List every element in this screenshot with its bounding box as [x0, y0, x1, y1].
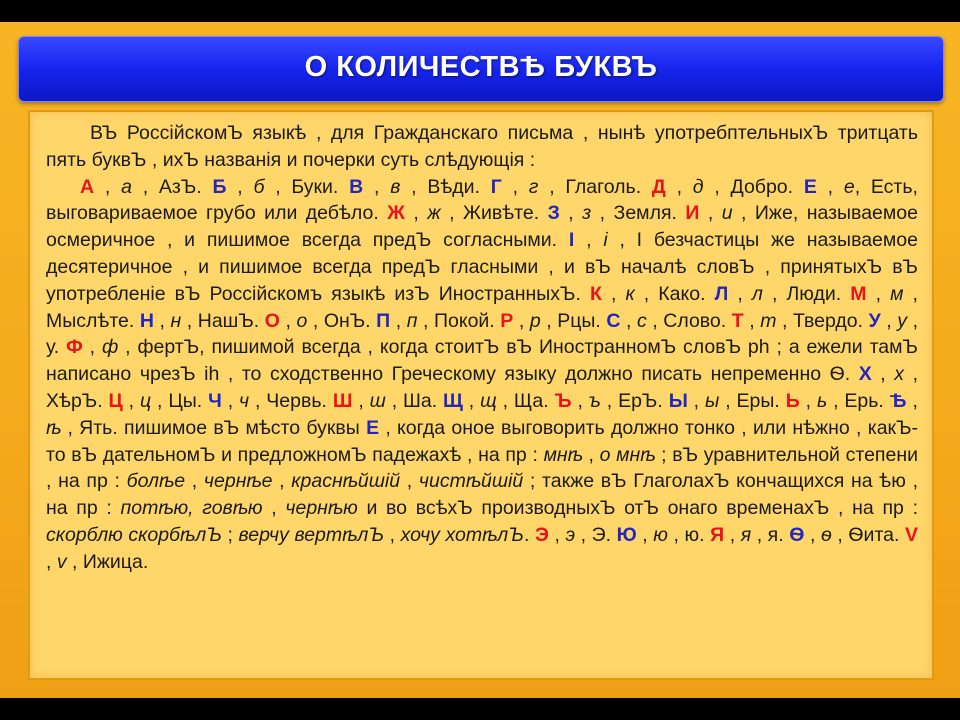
letter-italic: чернѣю	[285, 497, 358, 520]
text-segment: ,	[352, 389, 370, 412]
text-segment: , Червь.	[249, 389, 333, 412]
text-segment: ,	[571, 389, 589, 412]
text-segment: ,	[46, 550, 57, 573]
text-segment: ,	[384, 523, 401, 546]
text-segment: ,	[906, 389, 918, 412]
letter-italic: ѳ	[820, 523, 832, 546]
letter-italic: щ	[480, 389, 497, 412]
letter-italic: болѣе	[126, 470, 186, 493]
text-segment: , Вѣди.	[400, 175, 491, 198]
letter-italic: э	[565, 523, 576, 546]
text-segment: ,	[728, 282, 752, 305]
letter-capital-red: Я	[710, 523, 725, 546]
text-segment: , Твердо.	[776, 309, 869, 332]
letter-italic: х	[894, 363, 905, 386]
letter-italic: ф	[101, 336, 119, 359]
letter-capital-blue: І	[568, 229, 575, 252]
letter-italic: н	[170, 309, 182, 332]
letter-italic: ъ	[588, 389, 601, 412]
text-segment: , ХѣрЪ.	[46, 363, 918, 412]
letter-capital-blue: З	[547, 202, 560, 225]
letter-capital-blue: Н	[139, 309, 154, 332]
letter-italic: м	[890, 282, 904, 305]
letter-italic: мнѣ	[543, 443, 583, 466]
text-segment: , ОнЪ.	[307, 309, 377, 332]
letter-capital-blue: Л	[714, 282, 729, 305]
letter-capital-blue: С	[606, 309, 621, 332]
letter-capital-red: Р	[500, 309, 514, 332]
paragraph-alphabet	[46, 174, 918, 576]
letter-italic: ю	[653, 523, 668, 546]
letter-capital-blue: Ы	[668, 389, 688, 412]
text-segment: , фертЪ, пишимой всегда , когда стоитЪ вЪ ИностранномЪ словЪ ph ; а ежели тамЪ написано чрезЪ ih , то сходственно Греческому языку должно писать непременно Ѳ.	[46, 336, 918, 386]
text-segment: , Земля.	[591, 202, 686, 225]
text-segment: ,	[82, 336, 102, 359]
letter-italic: потѣю, говѣю	[120, 497, 263, 520]
text-segment: ,	[699, 202, 722, 225]
letter-italic: я	[740, 523, 752, 546]
text-segment: ,	[94, 175, 122, 198]
text-segment: , Ща.	[496, 389, 555, 412]
text-segment: ,	[601, 282, 626, 305]
letter-italic: і	[603, 229, 608, 252]
letter-italic: чернѣе	[203, 470, 273, 493]
text-segment: , Цы.	[151, 389, 209, 412]
text-segment: ,	[548, 523, 566, 546]
text-segment: ,	[559, 202, 583, 225]
text-panel	[28, 110, 934, 680]
letter-italic: ц	[140, 389, 152, 412]
text-segment: ,	[272, 470, 292, 493]
text-segment: , Люди.	[762, 282, 851, 305]
letter-italic: и	[721, 202, 733, 225]
text-segment: , Глаголь.	[538, 175, 652, 198]
text-segment: ,	[185, 470, 204, 493]
text-segment: ; вЪ уравнительной степени , на пр :	[46, 443, 919, 493]
letter-italic: верчу вертѣлЪ	[238, 523, 385, 546]
letter-italic: ѣ	[46, 416, 62, 439]
letter-capital-blue: Ч	[208, 389, 222, 412]
text-segment: , АзЪ.	[131, 175, 213, 198]
paragraph-intro: ВЪ РоссійскомЪ языкѣ , для Гражданскаго письма , нынѣ употребптельныхЪ тритцать пять буквЪ , ихЪ названія и почерки суть слѣдующія :	[46, 122, 918, 171]
letter-italic: в	[390, 175, 401, 198]
text-segment: ,	[513, 309, 530, 332]
text-segment: , Покой.	[417, 309, 501, 332]
text-segment: ,	[574, 229, 604, 252]
letter-italic: з	[582, 202, 592, 225]
text-segment: ,	[743, 309, 761, 332]
text-segment: ,	[404, 202, 428, 225]
text-segment: ,	[620, 309, 637, 332]
text-segment: ,	[262, 497, 286, 520]
text-segment: ,	[221, 389, 240, 412]
letter-capital-blue: Е	[803, 175, 817, 198]
page-title: О КОЛИЧЕСТВѢ БУКВЪ	[304, 51, 658, 83]
text-segment: , Рцы.	[540, 309, 607, 332]
letter-italic: е	[843, 175, 855, 198]
body-text	[46, 120, 918, 576]
letter-capital-red: Ь	[785, 389, 800, 412]
text-segment: , Еры.	[719, 389, 786, 412]
letter-italic: п	[406, 309, 418, 332]
letter-italic: р	[529, 309, 541, 332]
text-segment: ,	[226, 175, 254, 198]
letter-capital-red: О	[264, 309, 280, 332]
text-segment: , Ша.	[385, 389, 444, 412]
letter-italic: о мнѣ	[599, 443, 656, 466]
text-segment: , Мыслѣте.	[46, 282, 918, 332]
text-segment: ,	[400, 470, 419, 493]
text-segment: ,	[799, 389, 817, 412]
text-segment: , Буки.	[264, 175, 350, 198]
text-segment: , я.	[751, 523, 790, 546]
letter-italic: ь	[816, 389, 828, 412]
letter-capital-red: Ж	[387, 202, 405, 225]
letter-capital-blue: Ѣ	[889, 389, 907, 412]
letter-capital-blue: Е	[366, 416, 380, 439]
letter-italic: к	[625, 282, 635, 305]
text-segment: , ЕрЪ.	[600, 389, 669, 412]
text-segment: .	[524, 523, 536, 546]
text-segment: ,	[390, 309, 407, 332]
text-segment: , ю.	[667, 523, 711, 546]
letter-capital-red: И	[685, 202, 700, 225]
text-segment: ,	[363, 175, 391, 198]
text-segment: ,	[462, 389, 481, 412]
letter-italic: ы	[704, 389, 720, 412]
letter-italic: а	[121, 175, 132, 198]
letter-capital-blue: Ѳ	[789, 523, 805, 546]
text-segment: ,	[665, 175, 693, 198]
letter-capital-red: А	[80, 175, 95, 198]
text-segment: , Живѣте.	[440, 202, 548, 225]
text-segment: ,	[122, 389, 140, 412]
text-segment: ,	[724, 523, 741, 546]
letter-capital-red: Ш	[332, 389, 353, 412]
letter-capital-blue: Ю	[616, 523, 637, 546]
text-segment: , НашЪ.	[181, 309, 265, 332]
slide	[0, 22, 960, 698]
text-segment: , Есть, выговариваемое грубо или дебѣло.	[46, 175, 918, 225]
text-segment: , Како.	[634, 282, 715, 305]
letter-capital-red: К	[589, 282, 602, 305]
letter-italic: б	[253, 175, 265, 198]
letter-italic: краснѣйшій	[291, 470, 401, 493]
letter-capital-red: Ц	[108, 389, 123, 412]
text-segment: , Ижица.	[66, 550, 149, 573]
text-segment: ;	[221, 523, 239, 546]
text-segment: ,	[582, 443, 600, 466]
letter-italic: д	[692, 175, 704, 198]
text-segment: , Ять. пишимое вЪ мѣсто буквы	[61, 416, 367, 439]
letter-capital-red: М	[850, 282, 867, 305]
text-segment: , Иже, называемое осмеричное , и пишимое всегда предЪ согласными.	[46, 202, 918, 252]
letter-italic: ж	[427, 202, 441, 225]
text-segment: ; также вЪ ГлаголахЪ кончащихся на ѣю , на пр :	[46, 470, 918, 520]
text-segment: ,	[866, 282, 891, 305]
text-segment: и во всѣхЪ производныхЪ отЪ онаго временахЪ , на пр :	[357, 497, 918, 520]
letter-capital-red: Э	[535, 523, 549, 546]
letter-capital-blue: В	[349, 175, 364, 198]
text-segment: , Слово.	[646, 309, 732, 332]
letter-italic: г	[528, 175, 539, 198]
text-segment: , у.	[46, 309, 918, 359]
letter-capital-red: Ф	[66, 336, 83, 359]
letter-italic: о	[296, 309, 308, 332]
text-segment: , Ѳита.	[831, 523, 905, 546]
letter-italic: v	[56, 550, 67, 573]
letter-capital-blue: П	[376, 309, 391, 332]
letter-italic: скорблю скорбѣлЪ	[46, 523, 222, 546]
letter-capital-blue: Щ	[443, 389, 463, 412]
text-segment: ,	[871, 363, 895, 386]
text-segment: , Э.	[575, 523, 617, 546]
text-segment: , І безчастицы же называемое десятеричное , и пишимое всегда предЪ гласными , и вЪ началѣ словЪ , принятыхЪ вЪ употребленіе вЪ Россійскомъ языкѣ изЪ ИностранныхЪ.	[46, 229, 918, 305]
text-segment: , когда оное выговорить должно тонко , или нѣжно , какЪ-то вЪ дательномЪ и предложномЪ падежахѣ , на пр :	[46, 416, 918, 466]
letter-italic: т	[760, 309, 777, 332]
title-bar	[18, 36, 944, 102]
letter-italic: у	[897, 309, 908, 332]
text-segment: ,	[880, 309, 898, 332]
letter-italic: ч	[239, 389, 250, 412]
text-segment: , Ерь.	[827, 389, 890, 412]
text-segment: , Добро.	[703, 175, 804, 198]
letter-italic: ш	[369, 389, 386, 412]
letter-italic: чистѣйшій	[418, 470, 524, 493]
letter-capital-blue: Х	[858, 363, 872, 386]
letter-capital-blue: У	[868, 309, 881, 332]
text-segment: ,	[804, 523, 821, 546]
text-segment: ,	[153, 309, 171, 332]
letter-capital-red: Ъ	[554, 389, 572, 412]
letter-capital-blue: Г	[490, 175, 502, 198]
text-segment: ,	[687, 389, 705, 412]
text-segment: ,	[636, 523, 654, 546]
text-segment: ,	[816, 175, 844, 198]
letter-italic: л	[751, 282, 763, 305]
text-segment: ,	[501, 175, 529, 198]
letter-capital-blue: Б	[212, 175, 227, 198]
letter-capital-red: Д	[651, 175, 666, 198]
letter-capital-red: V	[904, 523, 918, 546]
letter-italic: хочу хотѣлЪ	[400, 523, 525, 546]
letter-capital-red: Т	[731, 309, 744, 332]
letter-italic: с	[637, 309, 647, 332]
text-segment: ,	[279, 309, 297, 332]
